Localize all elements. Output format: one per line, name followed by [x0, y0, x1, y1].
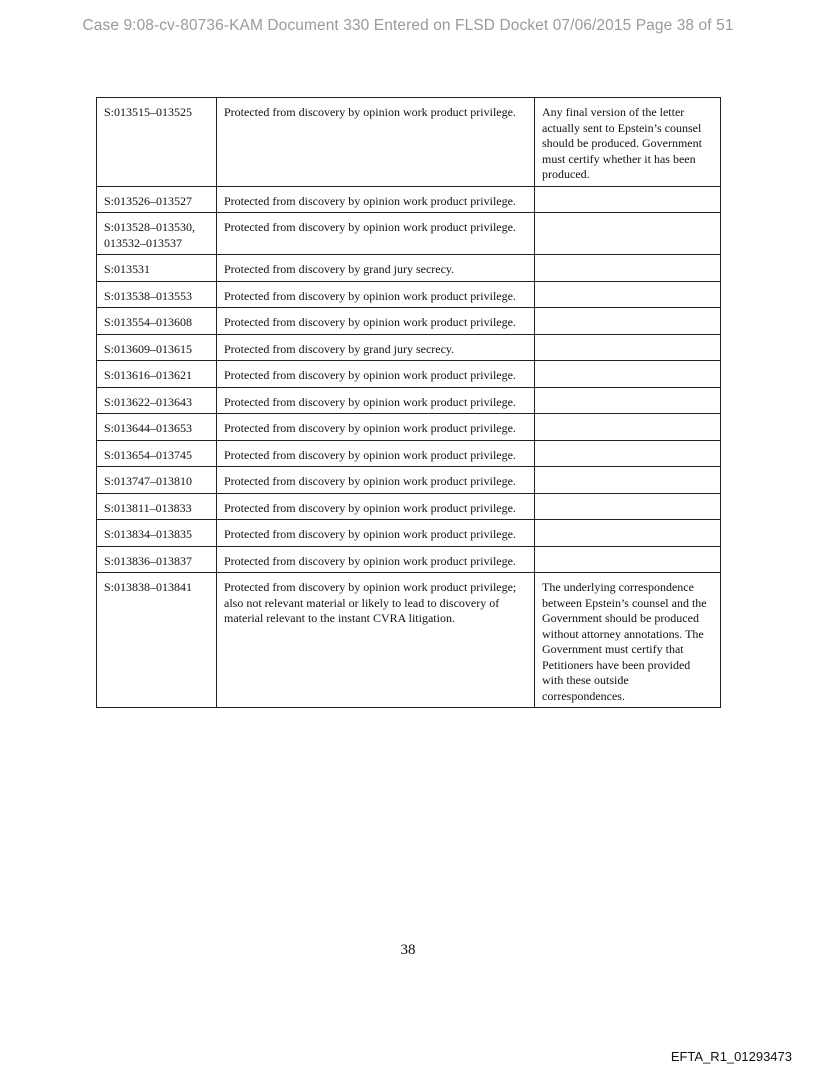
privilege-basis-cell: Protected from discovery by opinion work product privilege.	[217, 440, 535, 467]
ruling-cell	[535, 546, 721, 573]
table-row	[97, 281, 721, 308]
ruling-cell	[535, 308, 721, 335]
ruling-cell	[535, 493, 721, 520]
privilege-log-body	[97, 98, 721, 708]
ruling-cell	[535, 255, 721, 282]
bates-range-cell: S:013609–013615	[97, 334, 217, 361]
bates-range-cell: S:013526–013527	[97, 186, 217, 213]
ruling-cell: Any final version of the letter actually sent to Epstein’s counsel should be produced. Government must certify whether it has been produced.	[535, 98, 721, 187]
ruling-cell	[535, 520, 721, 547]
table-row	[97, 334, 721, 361]
privilege-basis-cell: Protected from discovery by opinion work product privilege.	[217, 186, 535, 213]
privilege-basis-cell: Protected from discovery by opinion work product privilege.	[217, 387, 535, 414]
privilege-basis-cell: Protected from discovery by opinion work product privilege.	[217, 546, 535, 573]
ruling-cell	[535, 387, 721, 414]
bates-range-cell: S:013622–013643	[97, 387, 217, 414]
privilege-basis-cell: Protected from discovery by opinion work product privilege.	[217, 467, 535, 494]
privilege-basis-cell: Protected from discovery by opinion work product privilege.	[217, 281, 535, 308]
privilege-basis-cell: Protected from discovery by opinion work product privilege.	[217, 361, 535, 388]
bates-range-cell: S:013528–013530, 013532–013537	[97, 213, 217, 255]
bates-range-cell: S:013644–013653	[97, 414, 217, 441]
privilege-basis-cell: Protected from discovery by opinion work product privilege; also not relevant material or likely to lead to discovery of material relevant to the instant CVRA litigation.	[217, 573, 535, 708]
table-row	[97, 493, 721, 520]
bates-range-cell: S:013838–013841	[97, 573, 217, 708]
bates-range-cell: S:013811–013833	[97, 493, 217, 520]
table-row	[97, 308, 721, 335]
ruling-cell	[535, 213, 721, 255]
ruling-cell	[535, 440, 721, 467]
table-row	[97, 361, 721, 388]
privilege-basis-cell: Protected from discovery by opinion work product privilege.	[217, 493, 535, 520]
table-row	[97, 520, 721, 547]
ruling-cell	[535, 467, 721, 494]
privilege-basis-cell: Protected from discovery by opinion work product privilege.	[217, 414, 535, 441]
privilege-basis-cell: Protected from discovery by opinion work product privilege.	[217, 98, 535, 187]
bates-range-cell: S:013538–013553	[97, 281, 217, 308]
table-row	[97, 213, 721, 255]
ruling-cell	[535, 334, 721, 361]
table-row	[97, 573, 721, 708]
ruling-cell	[535, 186, 721, 213]
ruling-cell	[535, 361, 721, 388]
privilege-log-table	[96, 97, 721, 708]
bates-range-cell: S:013654–013745	[97, 440, 217, 467]
privilege-basis-cell: Protected from discovery by opinion work product privilege.	[217, 520, 535, 547]
privilege-basis-cell: Protected from discovery by opinion work product privilege.	[217, 308, 535, 335]
table-row	[97, 255, 721, 282]
ruling-cell	[535, 414, 721, 441]
bates-range-cell: S:013836–013837	[97, 546, 217, 573]
bates-range-cell: S:013747–013810	[97, 467, 217, 494]
bates-range-cell: S:013616–013621	[97, 361, 217, 388]
table-row	[97, 98, 721, 187]
table-row	[97, 186, 721, 213]
docket-header: Case 9:08-cv-80736-KAM Document 330 Entered on FLSD Docket 07/06/2015 Page 38 of 51	[82, 17, 734, 34]
privilege-basis-cell: Protected from discovery by grand jury secrecy.	[217, 255, 535, 282]
bates-range-cell: S:013515–013525	[97, 98, 217, 187]
bates-range-cell: S:013554–013608	[97, 308, 217, 335]
bates-identifier: EFTA_R1_01293473	[670, 1049, 792, 1064]
table-row	[97, 414, 721, 441]
page-number: 38	[400, 942, 416, 958]
table-row	[97, 546, 721, 573]
table-row	[97, 467, 721, 494]
table-row	[97, 440, 721, 467]
ruling-cell: The underlying correspondence between Epstein’s counsel and the Government should be produced without attorney annotations. The Government must certify that Petitioners have been provided with these outside correspondences.	[535, 573, 721, 708]
privilege-basis-cell: Protected from discovery by opinion work product privilege.	[217, 213, 535, 255]
bates-range-cell: S:013834–013835	[97, 520, 217, 547]
privilege-basis-cell: Protected from discovery by grand jury secrecy.	[217, 334, 535, 361]
table-row	[97, 387, 721, 414]
bates-range-cell: S:013531	[97, 255, 217, 282]
ruling-cell	[535, 281, 721, 308]
